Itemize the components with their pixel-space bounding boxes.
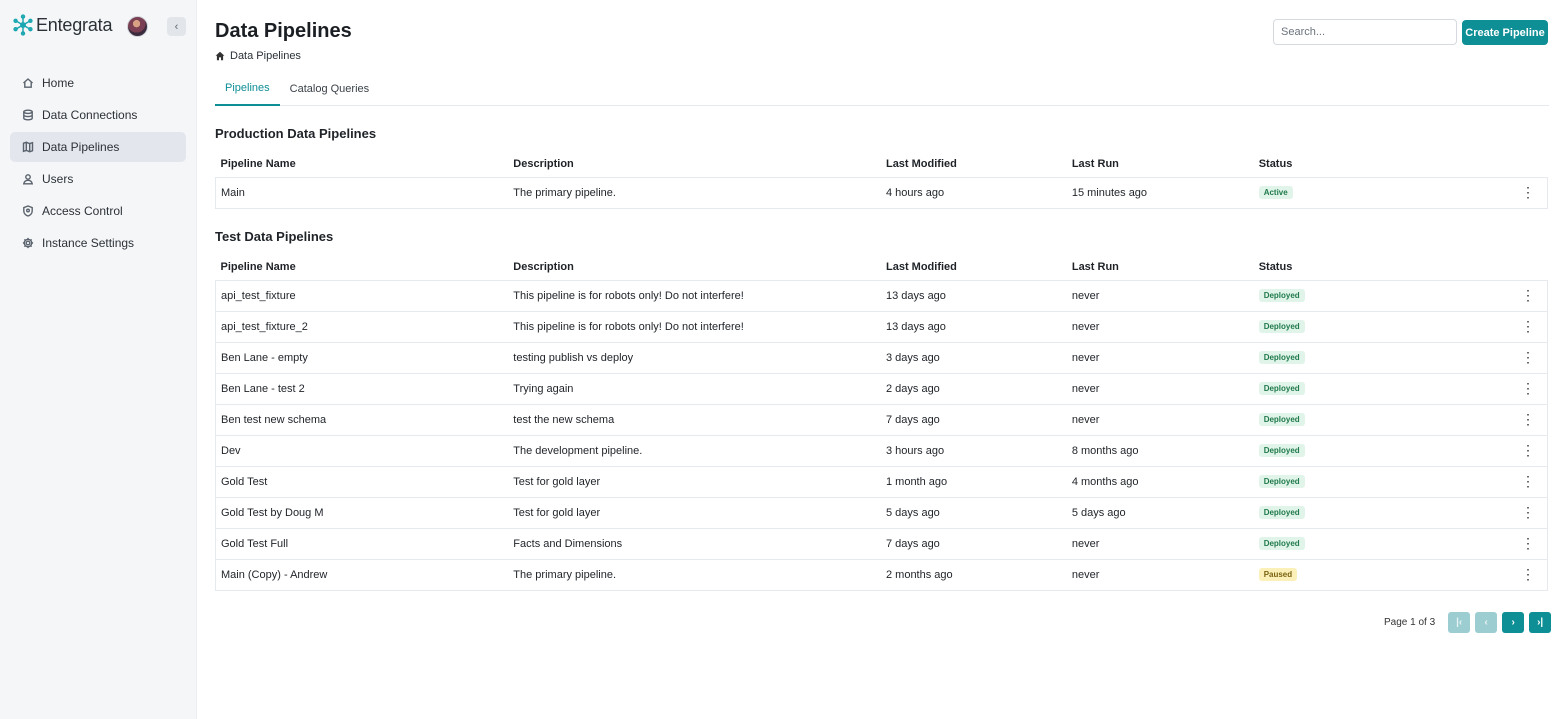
more-vertical-icon: ⋮	[1521, 504, 1535, 520]
status-cell	[1254, 177, 1486, 208]
status-badge: Active	[1259, 186, 1293, 199]
last-run-cell: 4 months ago	[1067, 466, 1254, 497]
pipeline-name-cell: Gold Test	[216, 466, 509, 497]
pipeline-name-cell: Gold Test Full	[216, 528, 509, 559]
pipeline-name-cell: Ben Lane - empty	[216, 342, 509, 373]
table-row[interactable]	[216, 373, 1548, 404]
home-icon[interactable]	[215, 51, 225, 61]
production-section-title: Production Data Pipelines	[215, 126, 377, 141]
description-cell: Facts and Dimensions	[508, 528, 881, 559]
page-title: Data Pipelines	[215, 20, 352, 42]
status-badge: Deployed	[1259, 537, 1305, 550]
test-section-title: Test Data Pipelines	[215, 229, 334, 244]
pipeline-name-cell: Ben test new schema	[216, 404, 509, 435]
description-cell: This pipeline is for robots only! Do not interfere!	[508, 311, 881, 342]
last-modified-cell: 1 month ago	[881, 466, 1067, 497]
row-menu-button[interactable]	[1486, 559, 1548, 590]
pagination	[1384, 612, 1551, 633]
first-page-button[interactable]	[1448, 612, 1470, 633]
last-run-cell: 8 months ago	[1067, 435, 1254, 466]
column-header-pipeline-name[interactable]: Pipeline Name	[216, 151, 509, 177]
map-icon	[22, 141, 34, 153]
database-icon	[22, 109, 34, 121]
tab-pipelines[interactable]: Pipelines	[215, 76, 280, 106]
status-badge: Deployed	[1259, 506, 1305, 519]
table-header-row	[216, 254, 1548, 280]
status-badge: Deployed	[1259, 320, 1305, 333]
next-page-button[interactable]	[1502, 612, 1524, 633]
pipeline-name-cell: Ben Lane - test 2	[216, 373, 509, 404]
last-run-cell: 15 minutes ago	[1067, 177, 1254, 208]
logo-icon	[12, 14, 34, 36]
status-cell	[1254, 528, 1486, 559]
sidebar-item-data-pipelines[interactable]	[10, 132, 186, 162]
create-pipeline-button[interactable]: Create Pipeline	[1462, 20, 1548, 45]
status-cell	[1254, 435, 1486, 466]
more-vertical-icon: ⋮	[1521, 287, 1535, 303]
column-header-actions	[1486, 254, 1548, 280]
column-header-pipeline-name[interactable]: Pipeline Name	[216, 254, 509, 280]
pipeline-name-cell: Main (Copy) - Andrew	[216, 559, 509, 590]
status-cell	[1254, 559, 1486, 590]
status-badge: Deployed	[1259, 413, 1305, 426]
pipeline-name-cell: api_test_fixture_2	[216, 311, 509, 342]
table-header-row	[216, 151, 1548, 177]
table-row[interactable]	[216, 280, 1548, 311]
column-header-last-modified[interactable]: Last Modified	[881, 151, 1067, 177]
table-row[interactable]	[216, 342, 1548, 373]
tab-catalog-queries[interactable]: Catalog Queries	[289, 82, 370, 95]
table-row[interactable]	[216, 528, 1548, 559]
last-modified-cell: 3 days ago	[881, 342, 1067, 373]
status-badge: Deployed	[1259, 382, 1305, 395]
table-row[interactable]	[216, 466, 1548, 497]
more-vertical-icon: ⋮	[1521, 442, 1535, 458]
more-vertical-icon: ⋮	[1521, 380, 1535, 396]
table-row[interactable]	[216, 177, 1548, 208]
last-run-cell: never	[1067, 404, 1254, 435]
status-cell	[1254, 373, 1486, 404]
last-run-cell: never	[1067, 311, 1254, 342]
description-cell: Trying again	[508, 373, 881, 404]
shield-icon	[22, 205, 34, 217]
last-modified-cell: 13 days ago	[881, 311, 1067, 342]
last-run-cell: 5 days ago	[1067, 497, 1254, 528]
column-header-description[interactable]: Description	[508, 151, 881, 177]
row-menu-button[interactable]	[1486, 497, 1548, 528]
pipeline-name-cell: Dev	[216, 435, 509, 466]
last-modified-cell: 2 days ago	[881, 373, 1067, 404]
column-header-description[interactable]: Description	[508, 254, 881, 280]
row-menu-button[interactable]	[1486, 342, 1548, 373]
last-modified-cell: 5 days ago	[881, 497, 1067, 528]
column-header-status[interactable]: Status	[1254, 254, 1486, 280]
page-indicator: Page 1 of 3	[1384, 617, 1436, 628]
row-menu-button[interactable]	[1486, 435, 1548, 466]
status-badge: Deployed	[1259, 351, 1305, 364]
table-row[interactable]	[216, 435, 1548, 466]
more-vertical-icon: ⋮	[1521, 184, 1535, 200]
row-menu-button[interactable]	[1486, 404, 1548, 435]
column-header-status[interactable]: Status	[1254, 151, 1486, 177]
production-pipelines-table	[215, 151, 1548, 209]
main-content	[197, 0, 1568, 719]
pipeline-name-cell: Gold Test by Doug M	[216, 497, 509, 528]
chevron-left-icon: ‹	[1484, 617, 1488, 628]
brand[interactable]	[12, 14, 112, 36]
row-menu-button[interactable]	[1486, 373, 1548, 404]
collapse-sidebar-button[interactable]	[167, 17, 186, 36]
status-badge: Deployed	[1259, 475, 1305, 488]
sidebar-item-label: Data Connections	[42, 108, 138, 122]
more-vertical-icon: ⋮	[1521, 411, 1535, 427]
user-icon	[22, 173, 34, 185]
last-modified-cell: 2 months ago	[881, 559, 1067, 590]
sidebar-item-users[interactable]	[10, 164, 186, 194]
test-pipelines-table	[215, 254, 1548, 591]
column-header-actions	[1486, 151, 1548, 177]
more-vertical-icon: ⋮	[1521, 535, 1535, 551]
breadcrumb-current: Data Pipelines	[230, 50, 301, 62]
status-cell	[1254, 280, 1486, 311]
last-run-cell: never	[1067, 528, 1254, 559]
last-page-button[interactable]	[1529, 612, 1551, 633]
row-menu-button[interactable]	[1486, 177, 1548, 208]
sidebar-item-label: Users	[42, 172, 74, 186]
more-vertical-icon: ⋮	[1521, 318, 1535, 334]
table-row[interactable]	[216, 311, 1548, 342]
status-badge: Paused	[1259, 568, 1297, 581]
last-modified-cell: 3 hours ago	[881, 435, 1067, 466]
sidebar-item-home[interactable]	[10, 68, 186, 98]
home-icon	[22, 77, 34, 89]
row-menu-button[interactable]	[1486, 311, 1548, 342]
row-menu-button[interactable]	[1486, 280, 1548, 311]
description-cell: This pipeline is for robots only! Do not interfere!	[508, 280, 881, 311]
last-modified-cell: 7 days ago	[881, 404, 1067, 435]
sidebar-nav	[10, 68, 186, 260]
first-page-icon: |‹	[1456, 617, 1463, 628]
status-cell	[1254, 497, 1486, 528]
description-cell: The primary pipeline.	[508, 559, 881, 590]
table-row[interactable]	[216, 497, 1548, 528]
column-header-last-modified[interactable]: Last Modified	[881, 254, 1067, 280]
sidebar-item-label: Instance Settings	[42, 236, 135, 250]
breadcrumb	[215, 50, 301, 62]
more-vertical-icon: ⋮	[1521, 349, 1535, 365]
sidebar-item-label: Home	[42, 76, 75, 90]
column-header-last-run[interactable]: Last Run	[1067, 254, 1254, 280]
pipeline-name-cell: Main	[216, 177, 509, 208]
description-cell: Test for gold layer	[508, 497, 881, 528]
previous-page-button[interactable]	[1475, 612, 1497, 633]
tab-bar	[215, 76, 1549, 106]
sidebar-item-label: Data Pipelines	[42, 140, 120, 154]
status-badge: Deployed	[1259, 444, 1305, 457]
description-cell: The primary pipeline.	[508, 177, 881, 208]
last-modified-cell: 4 hours ago	[881, 177, 1067, 208]
row-menu-button[interactable]	[1486, 466, 1548, 497]
pipeline-name-cell: api_test_fixture	[216, 280, 509, 311]
status-cell	[1254, 404, 1486, 435]
last-page-icon: ›|	[1537, 617, 1544, 628]
last-modified-cell: 7 days ago	[881, 528, 1067, 559]
table-row[interactable]	[216, 404, 1548, 435]
more-vertical-icon: ⋮	[1521, 566, 1535, 582]
description-cell: The development pipeline.	[508, 435, 881, 466]
last-run-cell: never	[1067, 342, 1254, 373]
sidebar-item-label: Access Control	[42, 204, 123, 218]
column-header-last-run[interactable]: Last Run	[1067, 151, 1254, 177]
description-cell: Test for gold layer	[508, 466, 881, 497]
brand-name: Entegrata	[36, 14, 113, 35]
chevron-left-icon: ‹	[174, 20, 179, 33]
chevron-right-icon: ›	[1511, 617, 1515, 628]
last-run-cell: never	[1067, 559, 1254, 590]
gear-icon	[22, 237, 34, 249]
status-badge: Deployed	[1259, 289, 1305, 302]
more-vertical-icon: ⋮	[1521, 473, 1535, 489]
sidebar-item-instance-settings[interactable]	[10, 228, 186, 258]
table-row[interactable]	[216, 559, 1548, 590]
last-run-cell: never	[1067, 373, 1254, 404]
last-run-cell: never	[1067, 280, 1254, 311]
avatar[interactable]	[127, 16, 148, 37]
sidebar	[0, 0, 197, 719]
status-cell	[1254, 311, 1486, 342]
status-cell	[1254, 342, 1486, 373]
status-cell	[1254, 466, 1486, 497]
search-input[interactable]	[1273, 19, 1457, 45]
sidebar-item-access-control[interactable]	[10, 196, 186, 226]
description-cell: testing publish vs deploy	[508, 342, 881, 373]
last-modified-cell: 13 days ago	[881, 280, 1067, 311]
sidebar-item-data-connections[interactable]	[10, 100, 186, 130]
row-menu-button[interactable]	[1486, 528, 1548, 559]
description-cell: test the new schema	[508, 404, 881, 435]
